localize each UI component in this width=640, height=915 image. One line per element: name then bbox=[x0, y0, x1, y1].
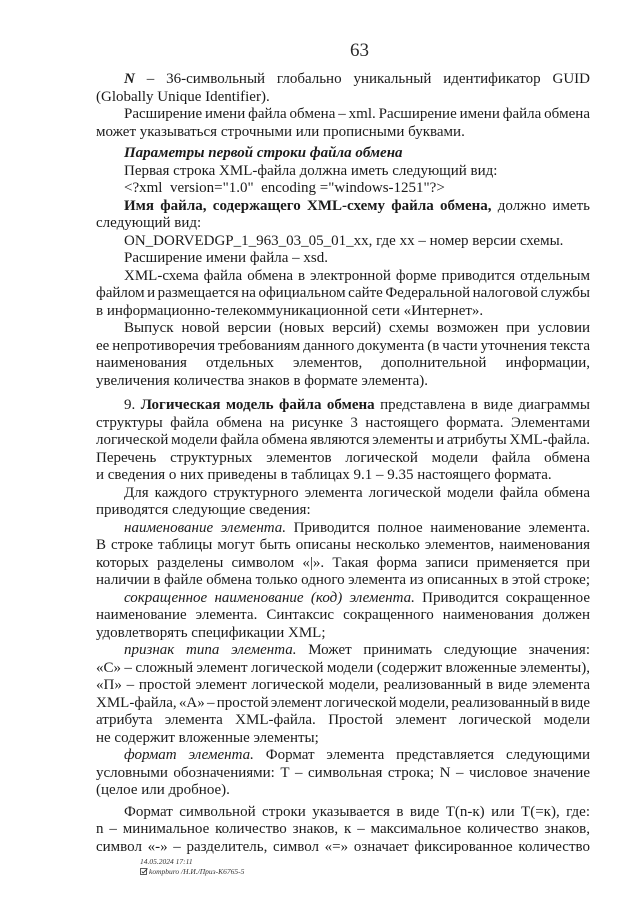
text-line bbox=[96, 71, 590, 89]
text-line: XML-схема файла обмена в электронной форме приводится отдельным bbox=[124, 267, 590, 284]
text-line: наименование элемента. Синтаксис сокращенного наименования должен bbox=[96, 607, 590, 623]
bold-term: Имя файла, содержащего XML-схему файла обмена, bbox=[124, 197, 492, 214]
text-line: Выпуск новой версии (новых версий) схемы возможен при условии bbox=[124, 320, 590, 336]
text-line: Формат символьной строки указывается в виде Т(n-к) или Т(=к), где: bbox=[124, 803, 590, 820]
paragraph-item-format bbox=[96, 747, 590, 800]
text-line: приводятся следующие сведения: bbox=[96, 502, 311, 518]
text-line: (Globally Unique Identifier). bbox=[96, 88, 270, 105]
footer-operator: kompburo /Н.И./Приз-К6765-5 bbox=[149, 866, 245, 876]
text-line: атрибута элемента XML-файла. Простой элемент логической модели bbox=[96, 712, 590, 728]
text-line: наличии в файле обмена только одного элемента из описанных в этой строке; bbox=[96, 572, 590, 588]
text-line: увеличения количества знаков в формате элемента). bbox=[96, 372, 429, 389]
paragraph-string-format bbox=[96, 804, 590, 857]
italic-term: формат элемента. bbox=[124, 747, 254, 763]
document-body bbox=[96, 71, 590, 856]
paragraph-schema-publication bbox=[96, 268, 590, 321]
section-number: 9. bbox=[124, 397, 141, 413]
paragraph-element-info-intro bbox=[96, 485, 590, 520]
paragraph-item-type bbox=[96, 642, 590, 747]
schema-file-name: ON_DORVEDGP_1_963_03_05_01_xx, где xx – номер версии схемы. bbox=[124, 232, 564, 249]
text-line: Расширение имени файла – xsd. bbox=[124, 250, 328, 266]
text-run: представлена в виде диаграммы bbox=[374, 397, 590, 413]
paragraph-schema-name bbox=[96, 198, 590, 233]
text-line: Перечень структурных элементов логической модели файла обмена bbox=[96, 449, 590, 466]
text-line bbox=[96, 747, 590, 765]
text-line: условными обозначениями: Т – символьная строка; N – числовое значение bbox=[96, 764, 590, 781]
paragraph-item-code bbox=[96, 590, 590, 643]
text-line: Расширение имени файла обмена – xml. Расширение имени файла обмена bbox=[124, 106, 590, 122]
footer-timestamp: 14.05.2024 17:11 bbox=[140, 857, 193, 866]
term-n: N bbox=[124, 71, 135, 87]
text-line: в информационно-телекоммуникационной сети «Интернет». bbox=[96, 302, 484, 319]
text-line: следующий вид: bbox=[96, 215, 202, 231]
text-line: логической модели файла обмена являются элементы и атрибуты XML-файла. bbox=[96, 432, 590, 448]
italic-term: признак типа элемента. bbox=[124, 642, 297, 658]
text-line bbox=[96, 642, 590, 660]
text-line: может указываться строчными или прописными буквами. bbox=[96, 123, 465, 140]
page-number: 63 bbox=[350, 40, 369, 61]
text-line: структуры файла обмена на рисунке 3 настоящего формата. Элементами bbox=[96, 414, 590, 431]
paragraph-new-versions bbox=[96, 320, 590, 390]
text-run: Может принимать следующие значения: bbox=[296, 642, 590, 658]
text-line: ее непротиворечия требованиям данного документа (в части уточнения текста bbox=[96, 337, 590, 354]
text-line bbox=[96, 198, 590, 216]
text-line: символ «-» – разделитель, символ «=» означает фиксированное количество bbox=[96, 838, 590, 855]
print-footer bbox=[140, 857, 244, 876]
italic-term: сокращенное наименование (код) элемента. bbox=[124, 589, 415, 606]
paragraph-item-name bbox=[96, 520, 590, 590]
text-run: Формат элемента представляется следующими bbox=[253, 747, 590, 763]
italic-term: наименование элемента. bbox=[124, 519, 287, 536]
text-line: В строке таблицы могут быть описаны несколько элементов, наименования bbox=[96, 537, 590, 553]
paragraph-file-extension bbox=[96, 106, 590, 141]
text-line: n – минимальное количество знаков, к – максимальное количество знаков, bbox=[96, 821, 590, 837]
text-line: «П» – простой элемент логической модели, реализованный в виде элемента bbox=[96, 677, 590, 693]
text-line: файлом и размещается на официальном сайте Федеральной налоговой службы bbox=[96, 285, 590, 301]
text-line: (целое или дробное). bbox=[96, 782, 230, 798]
section-heading: Параметры первой строки файла обмена bbox=[124, 145, 403, 161]
paragraph-logical-model bbox=[96, 397, 590, 485]
text-line: Первая строка XML-файла должна иметь следующий вид: bbox=[124, 162, 498, 179]
text-line: не содержит вложенные элементы; bbox=[96, 729, 319, 746]
text-line: наименования отдельных элементов, дополнительной информации, bbox=[96, 355, 590, 371]
footer-operator-line bbox=[140, 867, 244, 877]
text-line: «С» – сложный элемент логической модели (содержит вложенные элементы), bbox=[96, 659, 590, 676]
text-line bbox=[96, 590, 590, 608]
text-line: которых разделены символом «|». Такая форма записи применяется при bbox=[96, 554, 590, 571]
text-run: – 36-символьный глобально уникальный идентификатор GUID bbox=[134, 71, 590, 87]
xml-declaration: <?xml version="1.0" encoding ="windows-1251"?> bbox=[124, 180, 445, 196]
text-run: Приводится сокращенное bbox=[414, 589, 590, 606]
text-line bbox=[96, 520, 590, 538]
text-line: и сведения о них приведены в таблицах 9.1 – 9.35 настоящего формата. bbox=[96, 467, 552, 483]
text-line: удовлетворять спецификации XML; bbox=[96, 624, 326, 641]
text-line bbox=[96, 397, 590, 415]
text-line: Для каждого структурного элемента логической модели файла обмена bbox=[124, 484, 590, 501]
bold-term: Логическая модель файла обмена bbox=[140, 397, 375, 413]
text-run: Приводится полное наименование элемента. bbox=[286, 519, 591, 536]
stamp-icon bbox=[140, 868, 148, 875]
text-line: XML-файла, «А» – простой элемент логической модели, реализованный в виде bbox=[96, 694, 590, 711]
paragraph-guid-definition bbox=[96, 71, 590, 106]
text-run: должно иметь bbox=[491, 197, 590, 214]
